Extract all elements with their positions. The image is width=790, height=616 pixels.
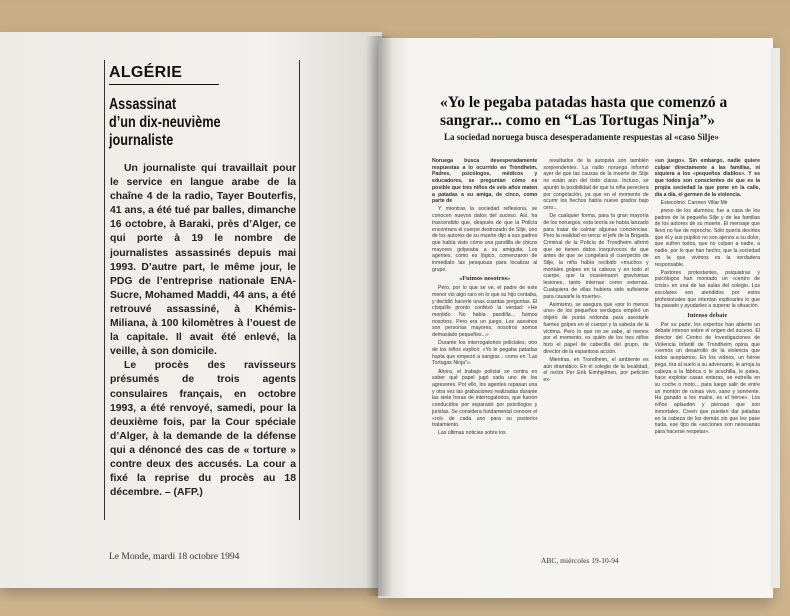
article-column — [543, 158, 648, 538]
left-paragraph: Le procès des ravisseurs présumés de trois agents consulaires français, en octobre 1993, a été renvoyé, samedi, pour la deuxième fois, par la Cour spéciale d’Alger, à la demande de la défense qui a dénoncé des cas de « torture » contre deux des accusés. La cour a fixé la reprise du procès au 18 décembre. – (AFP.) — [110, 360, 296, 499]
column-paragraph: Y mientras la sociedad reflexiona, se conocen nuevos datos del suceso. Así, ha trascendido que, después de que la Policía encontrara el cuerpo destrozado de Silje, uno de los autores de su muerte dijo a sus padres que había visto cómo una pandilla de chicos mayores golpeaba a su amiguita. Los agentes, como es lógico, comenzaron de inmediato las pesquisas para localizar al grupo. — [432, 206, 538, 273]
article-column — [655, 158, 760, 538]
column-paragraph: Asimismo, se asegura que «por lo menos uno» de los pequeños verdugos empleó un objeto de punta redonda para asestarle fuertes golpes en el cuerpo y la cabeza de la víctima. Pero lo que no se sabe, al menos por el momento, es quién de los tres niños hizo el papel de cabecilla del grupo, de director de la espantosa acción. — [543, 301, 649, 355]
right-headline: «Yo le pegaba patadas hasta que comenzó a sangrar... como en “Las Tortugas Ninja”» — [440, 94, 728, 129]
column-paragraph: De cualquier forma, para la gran mayoría de los noruegos, esta teoría se había lanzado para tratar de calmar algunas conciencias. Pero la realidad es terca: el jefe de la Brigada Criminal de la Policía de Trondheim afirmó que se tienen datos inequívocos de que antes de que se congelara el cuerpecito de Silje, la niña había recibido «muchos y mortales golpes en la cabeza y en todo el cuerpo, que la ocasionaron gravísimas lesiones, tanto internas como externas. Cualquiera de ellas hubiera sido suficiente para causarle la muerte». — [543, 213, 649, 300]
column-paragraph: Noruega busca desesperadamente respuestas a lo ocurrido en Trondheim. Padres, psicólogos, médicos y educadores, se preguntan cómo es posible que tres niños de seis años maten a patadas a su amiga, de cinco, como parte de — [432, 158, 538, 205]
right-subhead: La sociedad noruega busca desesperadamente respuestas al «caso Silje» — [444, 132, 719, 142]
page-stack-edge — [770, 48, 780, 588]
book-gutter — [366, 36, 392, 596]
article-column — [432, 158, 537, 538]
column-paragraph: Pastores protestantes, psiquiatras y psicólogos han montado un «centro de crisis» en una de las aulas del colegio. Los escolares son atendidos por estos profesionales que intentan explicarles lo que ha pasado y ayudarles a superar la situación. — [654, 269, 760, 310]
column-paragraph: Las últimas noticias sobre los — [438, 430, 506, 437]
column-paragraph: Pero, por lo que se ve, el padre de este menor vio algo raro en lo que su hijo contaba, y decidió hacerle unas cuantas preguntas. El chiquillo pronto confesó la verdad: «He mentido. No había pandilla... fuimos nosotros. Pero era un juego. Los asesinos son personas mayores, nosotros somos demasiado pequeños...» — [432, 285, 538, 339]
section-kicker: ALGÉRIE — [109, 64, 183, 81]
column-paragraph: Mientras, en Trondheim, el ambiente es aún dramático. En el colegio de la localidad, el rector Per Erik Eimhjelmen, por petición ex- — [543, 356, 649, 383]
left-source-footer: Le Monde, mardi 18 octobre 1994 — [109, 552, 240, 562]
right-source-footer: ABC, miércoles 19-10-94 — [541, 556, 619, 565]
column-paragraph: Por su parte, los expertos han abierto un debate intenso sobre el origen del suceso. El director del Centro de Investigaciones de Violencia Infantil de Trondheim opina que «vemos un desarrollo de la violencia que todos aceptamos. En los vídeos, un héroe pega, tira al suelo a su adversario, le arroja la cabeza a la fábrica o le acuchilla, le patea, hace explotar casas enteras, se estrella en su coche o moto... para luego salir de entre un montón de ruinas vivo, sano y sonriente. Ha ganado a los malos, es el héroe». Los niños aplauden y piensan que son inmortales. Creen que pueden dar patadas en la cabeza de los demás sin que les pase nada, ese tipo de «acciones son necesarias para hacerse respetar». — [654, 321, 760, 435]
column-subheading: Intenso debate — [687, 311, 728, 319]
column-paragraph: Ahora, el trabajo policial se centra en saber qué papel jugó cada uno de los agresores. Por ello, los agentes repasan una y otra vez las grabaciones realizadas durante las siete horas de interrogatorios, que fueron conducidos por separado por psicólogos y juristas. Se considera fundamental conocer el «rol» de cada uno para su posterior tratamiento. — [432, 368, 538, 429]
left-paragraph: Un journaliste qui travaillait pour le service en langue arabe de la chaîne 4 de la radio, Tayer Bouterfis, 41 ans, a été tué par balles, dimanche 16 octobre, à Baraki, près d’Alger, ce qui porte à 19 le nombre de journalistes assassinés depuis mai 1993. D’autre part, le même jour, le PDG de l’entreprise nationale ENA-Sucre, Mohamed Maddi, 44 ans, a été retrouvé assassiné, à Khémis-Miliana, à 100 kilomètres à l’ouest de la capitale. Il avait été enlevé, la veille, à son domicile. — [110, 163, 296, 358]
column-paragraph: Durante los interrogatorios policiales, otro de los niños explicó: «Yo le pegaba patadas hasta que empezó a sangrar... como en “Las Tortugas Ninja”». — [432, 340, 538, 367]
column-paragraph: preso de los alumnos, fue a casa de los padres de la pequeña Silje y de las familias de los autores de su muerte. El mensaje que llevó no fue de reproche. Sólo quería decirles que él y sus pupilos no son ajenos a su dolor, que sufren todos, que no culpan a nadie, a nadie, por lo que han hecho, que la sociedad en la que vivimos es la verdadera responsable. — [654, 207, 760, 268]
column-paragraph: «un juego». Sin embargo, nadie quiere culpar directamente a las familias, ni siquiera a los «pequeños diablos». Y es que todos son conscientes de que es la propia sociedad la que pone en la calle, día a día, el germen de la violencia. — [654, 158, 760, 198]
right-article-columns — [432, 158, 760, 538]
kicker-rule — [109, 84, 219, 85]
column-paragraph: Estocolmo. Carmen Villar Mir — [660, 199, 728, 206]
column-paragraph: resultados de la autopsia son también sorprendentes. La radio noruega informó ayer de que las causas de la muerte de Silje no están aún del todo claras. Incluso, se apuntó la posibilidad de que la niña pereciera por congelación, ya que en el momento de ocurrir los hechos había nueve grados bajo cero... — [543, 158, 649, 211]
column-subheading: «Fuimos nosotros» — [459, 275, 511, 283]
left-headline: Assassinat d’un dix-neuvième journaliste — [109, 96, 221, 149]
left-article-body — [110, 162, 296, 500]
